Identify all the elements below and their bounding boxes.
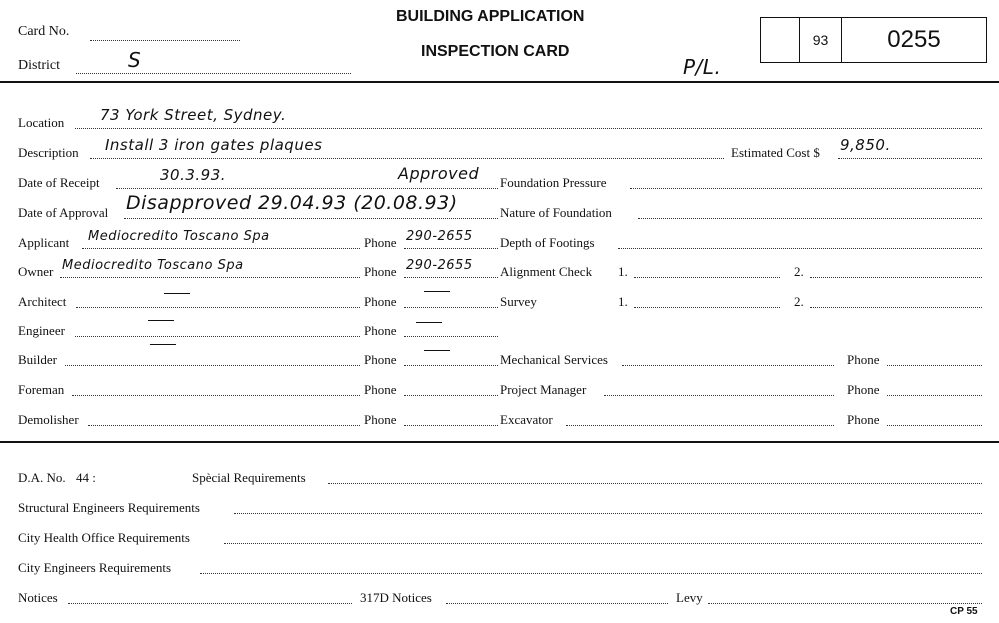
card-no-label: Card No. bbox=[18, 24, 70, 39]
location-label: Location bbox=[18, 115, 65, 130]
builder-dash bbox=[150, 344, 176, 345]
owner-phone-label: Phone bbox=[364, 264, 397, 279]
city-engineers-requirements-line bbox=[200, 573, 982, 574]
builder-phone-dash bbox=[424, 350, 450, 351]
location-line bbox=[75, 128, 982, 129]
alignment-check-line2 bbox=[810, 277, 982, 278]
mechanical-services-phone-line bbox=[887, 365, 982, 366]
owner-value: Mediocredito Toscano Spa bbox=[62, 258, 244, 273]
foundation-pressure-line bbox=[630, 188, 982, 189]
depth-of-footings-line bbox=[618, 248, 982, 249]
owner-phone-line bbox=[404, 277, 498, 278]
demolisher-line bbox=[88, 425, 360, 426]
special-requirements-label: Spècial Requirements bbox=[192, 470, 306, 485]
form-title-line1: BUILDING APPLICATION bbox=[396, 8, 585, 25]
approved-note: Approved bbox=[398, 164, 480, 183]
structural-requirements-line bbox=[234, 513, 982, 514]
engineer-phone-label: Phone bbox=[364, 323, 397, 338]
survey-label: Survey bbox=[500, 294, 537, 309]
card-number: 0255 bbox=[841, 18, 986, 62]
nature-of-foundation-line bbox=[638, 218, 982, 219]
notices-317d-line bbox=[446, 603, 668, 604]
demolisher-phone-line bbox=[404, 425, 498, 426]
owner-line bbox=[60, 277, 360, 278]
survey-num1: 1. bbox=[618, 294, 628, 309]
mechanical-services-label: Mechanical Services bbox=[500, 352, 608, 367]
builder-label: Builder bbox=[18, 352, 57, 367]
estimated-cost-value: 9,850. bbox=[840, 136, 891, 154]
notices-line bbox=[68, 603, 352, 604]
foreman-phone-line bbox=[404, 395, 498, 396]
date-of-receipt-line bbox=[116, 188, 498, 189]
section-divider bbox=[0, 441, 999, 443]
excavator-phone-label: Phone bbox=[847, 412, 880, 427]
engineer-line bbox=[75, 336, 360, 337]
architect-line bbox=[76, 307, 360, 308]
engineer-phone-dash bbox=[416, 322, 442, 323]
description-line bbox=[90, 158, 724, 159]
foreman-line bbox=[72, 395, 360, 396]
applicant-phone: 290-2655 bbox=[406, 229, 473, 244]
city-engineers-requirements-label: City Engineers Requirements bbox=[18, 560, 172, 575]
excavator-label: Excavator bbox=[500, 412, 553, 427]
date-of-approval-value: Disapproved 29.04.93 (20.08.93) bbox=[126, 192, 458, 214]
health-requirements-label: City Health Office Requirements bbox=[18, 530, 190, 545]
description-value: Install 3 iron gates plaques bbox=[105, 136, 323, 154]
builder-line bbox=[65, 365, 360, 366]
health-requirements-line bbox=[224, 543, 982, 544]
architect-dash bbox=[164, 293, 190, 294]
foundation-pressure-label: Foundation Pressure bbox=[500, 175, 607, 190]
location-value: 73 York Street, Sydney. bbox=[100, 106, 287, 124]
form-title-line2: INSPECTION CARD bbox=[421, 43, 570, 60]
survey-line2 bbox=[810, 307, 982, 308]
mechanical-services-phone-label: Phone bbox=[847, 352, 880, 367]
architect-phone-dash bbox=[424, 291, 450, 292]
applicant-phone-label: Phone bbox=[364, 235, 397, 250]
estimated-cost-line bbox=[838, 158, 982, 159]
special-requirements-line bbox=[328, 483, 982, 484]
da-no-label: D.A. No. bbox=[18, 470, 66, 485]
architect-label: Architect bbox=[18, 294, 67, 309]
demolisher-label: Demolisher bbox=[18, 412, 79, 427]
applicant-phone-line bbox=[404, 248, 498, 249]
applicant-label: Applicant bbox=[18, 235, 70, 250]
mechanical-services-line bbox=[622, 365, 834, 366]
project-manager-phone-label: Phone bbox=[847, 382, 880, 397]
date-of-receipt-value: 30.3.93. bbox=[160, 166, 227, 184]
project-manager-label: Project Manager bbox=[500, 382, 587, 397]
owner-label: Owner bbox=[18, 264, 54, 279]
district-label: District bbox=[18, 58, 60, 73]
description-label: Description bbox=[18, 145, 79, 160]
initials-annotation: P/L. bbox=[683, 55, 722, 79]
survey-num2: 2. bbox=[794, 294, 804, 309]
da-no-value: 44 : bbox=[76, 470, 96, 485]
alignment-check-num1: 1. bbox=[618, 264, 628, 279]
depth-of-footings-label: Depth of Footings bbox=[500, 235, 595, 250]
engineer-dash bbox=[148, 320, 174, 321]
notices-label: Notices bbox=[18, 590, 58, 605]
header-divider bbox=[0, 81, 999, 83]
card-number-box bbox=[760, 17, 987, 63]
builder-phone-line bbox=[404, 365, 498, 366]
structural-requirements-label: Structural Engineers Requirements bbox=[18, 500, 200, 515]
foreman-phone-label: Phone bbox=[364, 382, 397, 397]
district-line bbox=[76, 73, 351, 74]
survey-line1 bbox=[634, 307, 780, 308]
applicant-value: Mediocredito Toscano Spa bbox=[88, 229, 270, 244]
project-manager-phone-line bbox=[887, 395, 982, 396]
engineer-label: Engineer bbox=[18, 323, 65, 338]
applicant-line bbox=[82, 248, 360, 249]
district-value: S bbox=[128, 48, 142, 72]
foreman-label: Foreman bbox=[18, 382, 65, 397]
alignment-check-num2: 2. bbox=[794, 264, 804, 279]
alignment-check-label: Alignment Check bbox=[500, 264, 593, 279]
date-of-approval-line bbox=[124, 218, 498, 219]
architect-phone-label: Phone bbox=[364, 294, 397, 309]
alignment-check-line1 bbox=[634, 277, 780, 278]
architect-phone-line bbox=[404, 307, 498, 308]
demolisher-phone-label: Phone bbox=[364, 412, 397, 427]
estimated-cost-label: Estimated Cost $ bbox=[731, 145, 820, 160]
form-code: CP 55 bbox=[950, 606, 978, 617]
engineer-phone-line bbox=[404, 336, 498, 337]
owner-phone: 290-2655 bbox=[406, 258, 473, 273]
date-of-receipt-label: Date of Receipt bbox=[18, 175, 100, 190]
project-manager-line bbox=[604, 395, 834, 396]
card-no-line bbox=[90, 40, 240, 41]
notices-317d-label: 317D Notices bbox=[360, 590, 432, 605]
levy-line bbox=[708, 603, 982, 604]
levy-label: Levy bbox=[676, 590, 703, 605]
builder-phone-label: Phone bbox=[364, 352, 397, 367]
excavator-line bbox=[566, 425, 834, 426]
card-year: 93 bbox=[799, 18, 841, 62]
date-of-approval-label: Date of Approval bbox=[18, 205, 109, 220]
excavator-phone-line bbox=[887, 425, 982, 426]
nature-of-foundation-label: Nature of Foundation bbox=[500, 205, 612, 220]
